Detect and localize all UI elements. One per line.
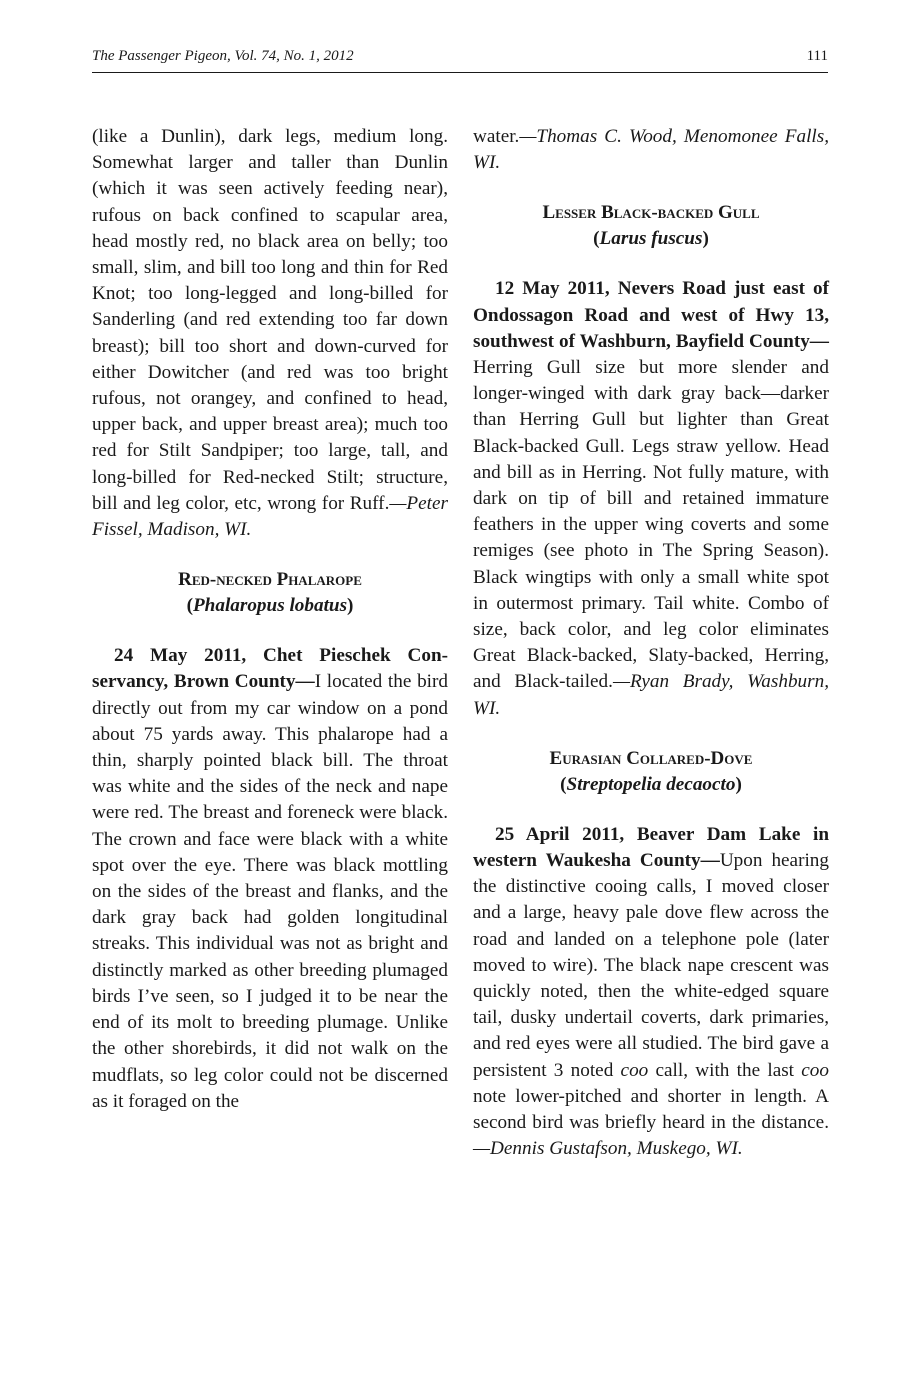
signature: —Peter Fissel, Madison, WI. xyxy=(92,492,448,541)
continuation-text: (like a Dunlin), dark legs, medium long. Somewhat larger and taller than Dunlin (which it was seen actively feeding near), rufous on back confined to scapular area, head mostly red, no black area on belly; too small, slim, and bill too long and thin for Red Knot; too long-legged and long-billed for Sanderling (and red extending too far down breast); bill too short and down-curved for either Dowitcher (and red was too bright rufous, not orangey, and confined to head, upper back, and upper breast area); much too red for Stilt Sandpiper; too large, tall, and long-billed for Red-necked Stilt; structure, bill and leg color, etc, wrong for Ruff. xyxy=(92,126,448,514)
species-entry xyxy=(92,643,448,1115)
entry-body: call, with the last xyxy=(648,1059,802,1081)
signature: —Thomas C. Wood, Menomonee Falls, WI. xyxy=(473,126,829,174)
signature: —Ryan Brady, Washburn, WI. xyxy=(473,671,829,719)
species-header xyxy=(92,567,448,619)
entry-body: I located the bird directly out from my car window on a pond about 75 yards away. This phalarope had a thin, sharply pointed black bill. The throat was white and the sides of the neck and nape were red. The breast and foreneck were black. The crown and face were black with a white spot over the eye. There was black mottling on the sides of the breast and flanks, and the dark gray back had golden longitudinal streaks. This individual was not as bright and distinctly marked as other breeding plumaged birds I’ve seen, so I judged it to be near the end of its molt to breeding plumage. Unlike the other shorebirds, it did not walk on the mudflats, so leg color could not be discerned as it foraged on the xyxy=(92,671,448,1112)
continuation-paragraph xyxy=(92,124,448,543)
scientific-name-text: Streptopelia decaocto xyxy=(566,773,736,795)
entry-lead: 25 April 2011, Beaver Dam Lake in western Waukesha County— xyxy=(473,823,829,872)
species-heading: Lesser Black-backed Gull xyxy=(542,202,760,224)
scientific-name: (Larus fuscus) xyxy=(593,228,709,250)
continuation-paragraph xyxy=(473,124,829,176)
coo-word: coo xyxy=(801,1059,829,1081)
header-rule xyxy=(92,72,828,73)
running-header xyxy=(92,46,828,66)
page-number: 111 xyxy=(806,48,828,64)
entry-body: note lower-pitched and shorter in length. A second bird was briefly heard in the distance. xyxy=(473,1085,829,1134)
signature: —Dennis Gustafson, Muskego, WI. xyxy=(473,1138,743,1160)
entry-body: Herring Gull size but more slender and longer-winged with dark gray back—darker than Herring Gull but lighter than Great Black-backed Gull. Legs straw yellow. Head and bill as in Herring. Not fully mature, with dark on tip of bill and retained immature feathers in the upper wing coverts and some remiges (see photo in The Spring Season). Black wingtips with only a small white spot in outermost primary. Tail white. Combo of size, back color, and leg color eliminates Great Black-backed, Slaty-backed, Herring, and Black-tailed. xyxy=(473,357,829,693)
scientific-name: (Streptopelia decaocto) xyxy=(560,773,742,795)
left-column xyxy=(92,124,448,1115)
species-entry xyxy=(473,276,829,721)
coo-word: coo xyxy=(620,1059,649,1081)
scientific-name: (Phalaropus lobatus) xyxy=(186,595,354,617)
species-heading: Eurasian Collared-Dove xyxy=(549,747,753,769)
continuation-text: water. xyxy=(473,126,520,147)
species-entry xyxy=(473,822,829,1163)
entry-lead: 12 May 2011, Nevers Road just east of Ondossagon Road and west of Hwy 13, southwest of Washburn, Bayfield County— xyxy=(473,278,829,352)
entry-body: Upon hearing the distinctive cooing calls, I moved closer and a large, heavy pale dove flew across the road and landed on a telephone pole (later moved to wire). The black nape crescent was quickly noted, then the white-edged square tail, dusky undertail coverts, dark primaries, and red eyes were all studied. The bird gave a persistent 3 noted xyxy=(473,850,829,1081)
species-header xyxy=(473,746,829,798)
species-heading: Red-necked Phalarope xyxy=(178,569,362,591)
scientific-name-text: Larus fuscus xyxy=(599,228,703,250)
right-column xyxy=(473,124,829,1163)
journal-title: The Passenger Pigeon, Vol. 74, No. 1, 2012 xyxy=(92,48,354,64)
species-header xyxy=(473,200,829,252)
scientific-name-text: Phalaropus lobatus xyxy=(192,595,348,617)
entry-lead: 24 May 2011, Chet Pieschek Conservancy, Brown County— xyxy=(92,645,448,693)
